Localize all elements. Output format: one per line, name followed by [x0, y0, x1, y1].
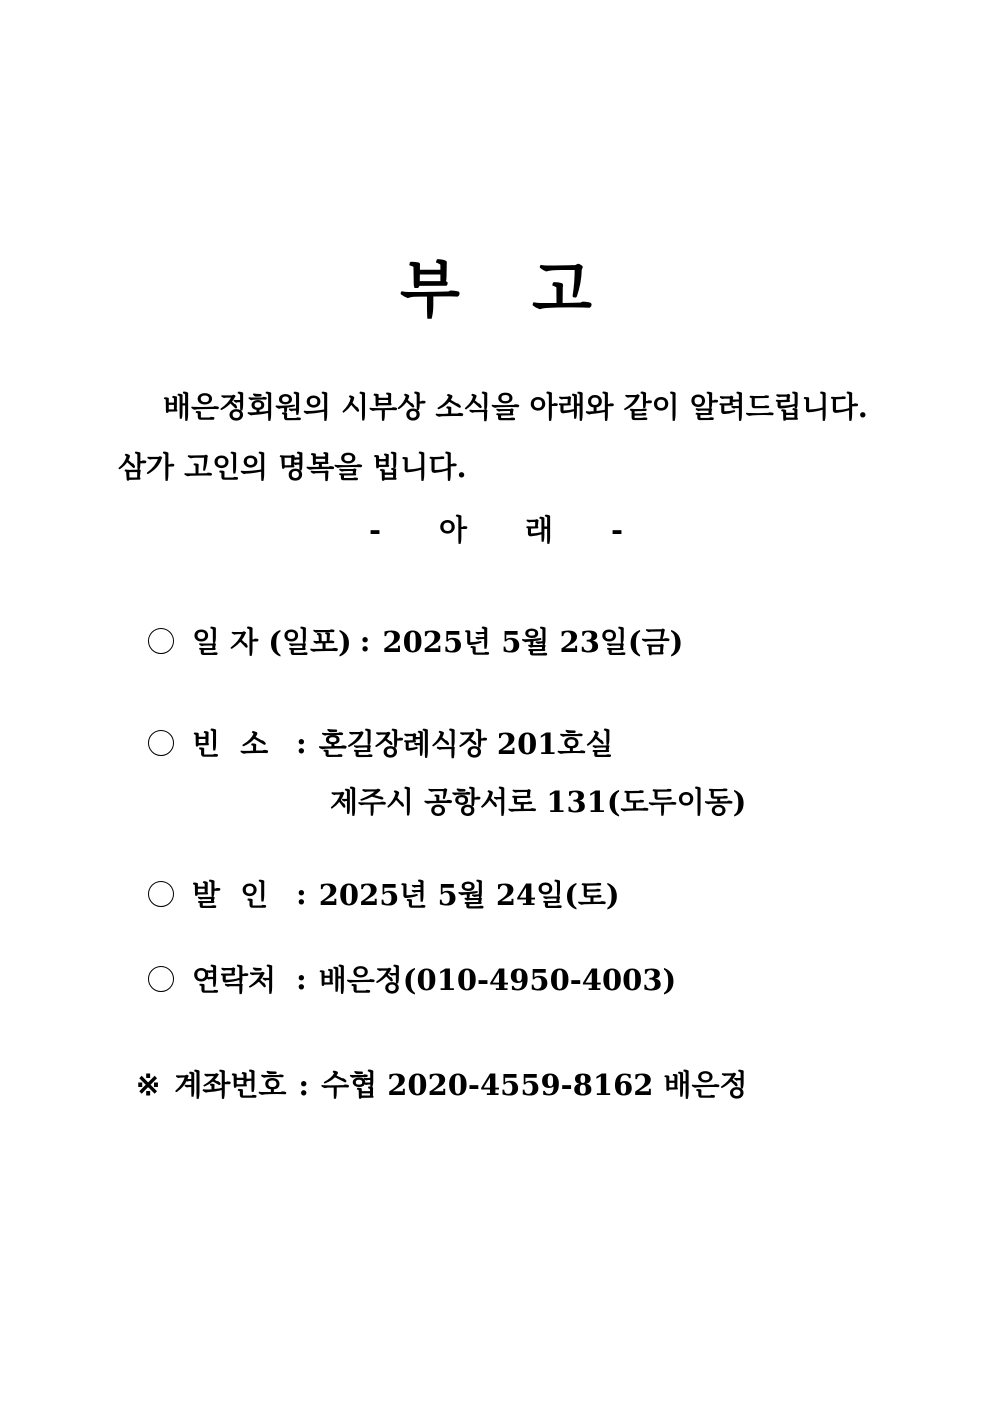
circle-bullet-icon — [148, 966, 174, 992]
detail-row-departure — [148, 873, 620, 914]
detail-row-date — [148, 620, 683, 661]
section-heading — [0, 508, 992, 549]
account-label: 계좌번호 — [174, 1068, 287, 1102]
heading-dash-right: - — [611, 513, 624, 547]
title-char-1: 부 — [400, 253, 460, 326]
venue-label: 빈 소 — [192, 727, 269, 761]
contact-label: 연락처 — [192, 963, 277, 997]
detail-row-venue — [148, 722, 613, 763]
separator-colon: : — [296, 876, 307, 911]
venue-address: 제주시 공항서로 131(도두이동) — [330, 785, 747, 819]
contact-value: 배은정(010-4950-4003) — [318, 963, 677, 997]
intro-line-1: 배은정회원의 시부상 소식을 아래와 같이 알려드립니다. — [163, 390, 868, 424]
departure-label: 발 인 — [192, 878, 269, 912]
account-info — [136, 1063, 748, 1104]
heading-char-2: 래 — [525, 513, 554, 547]
date-value: 2025년 5월 23일(금) — [382, 625, 684, 659]
title-char-2: 고 — [532, 253, 592, 326]
separator-colon: : — [296, 961, 307, 996]
circle-bullet-icon — [148, 730, 174, 756]
page-title — [0, 240, 992, 329]
reference-mark-icon: ※ — [136, 1068, 161, 1102]
venue-value: 혼길장례식장 201호실 — [318, 727, 614, 761]
circle-bullet-icon — [148, 628, 174, 654]
separator-colon: : — [298, 1068, 310, 1102]
heading-char-1: 아 — [438, 513, 467, 547]
circle-bullet-icon — [148, 881, 174, 907]
date-label: 일 자 (일포) — [192, 625, 352, 659]
intro-line-2: 삼가 고인의 명복을 빕니다. — [118, 450, 467, 484]
departure-value: 2025년 5월 24일(토) — [318, 878, 620, 912]
detail-row-contact — [148, 958, 676, 999]
separator-colon: : — [296, 725, 307, 760]
heading-dash-left: - — [368, 513, 381, 547]
separator-colon: : — [359, 623, 371, 658]
account-value: 수협 2020-4559-8162 배은정 — [321, 1068, 748, 1102]
